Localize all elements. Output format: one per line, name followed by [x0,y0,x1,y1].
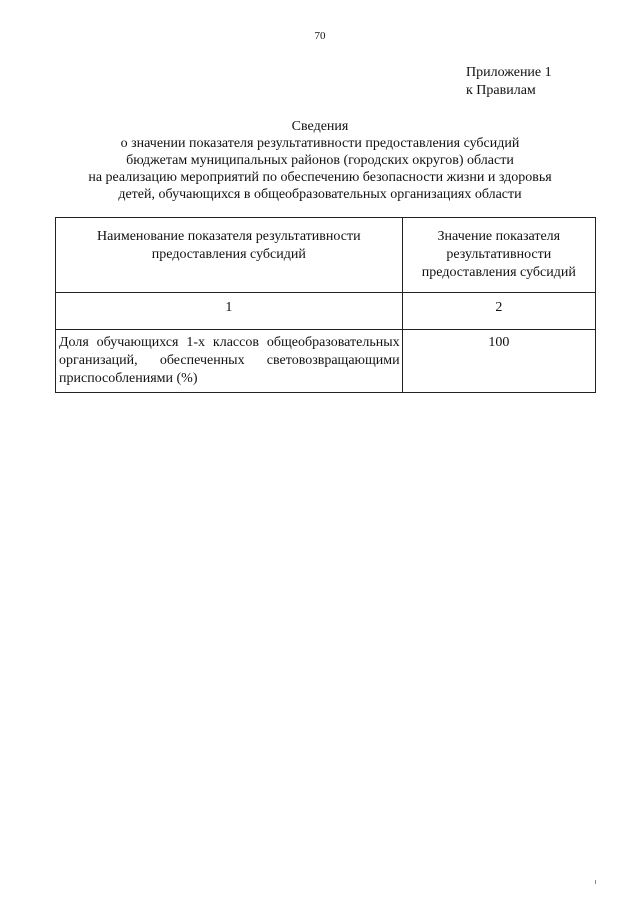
heading-line-2: бюджетам муниципальных районов (городских округов) области [126,153,514,168]
column-number-2: 2 [402,293,595,330]
table-header-row [56,218,596,293]
heading-line-1: о значении показателя результативности предоставления субсидий [120,136,520,151]
indicator-value-cell: 100 [402,330,595,393]
heading-line-4: детей, обучающихся в общеобразовательных организациях области [118,187,522,202]
document-heading [40,118,600,203]
appendix-reference [466,64,552,100]
heading-title: Сведения [291,119,349,134]
scan-artifact-mark [595,880,596,884]
column-header-indicator-name: Наименование показателя результативности предоставления субсидий [56,218,403,293]
column-header-indicator-value: Значение показателя результативности предоставления субсидий [402,218,595,293]
appendix-line-1: Приложение 1 [466,65,552,80]
appendix-line-2: к Правилам [466,83,536,98]
table-column-number-row [56,293,596,330]
page-number: 70 [314,30,326,42]
table-row [56,330,596,393]
indicator-name-cell: Доля обучающихся 1-х классов общеобразовательных организаций, обеспеченных световозвращающими приспособлениями (%) [56,330,403,393]
indicators-table [55,217,596,393]
heading-line-3: на реализацию мероприятий по обеспечению безопасности жизни и здоровья [88,170,552,185]
column-number-1: 1 [56,293,403,330]
